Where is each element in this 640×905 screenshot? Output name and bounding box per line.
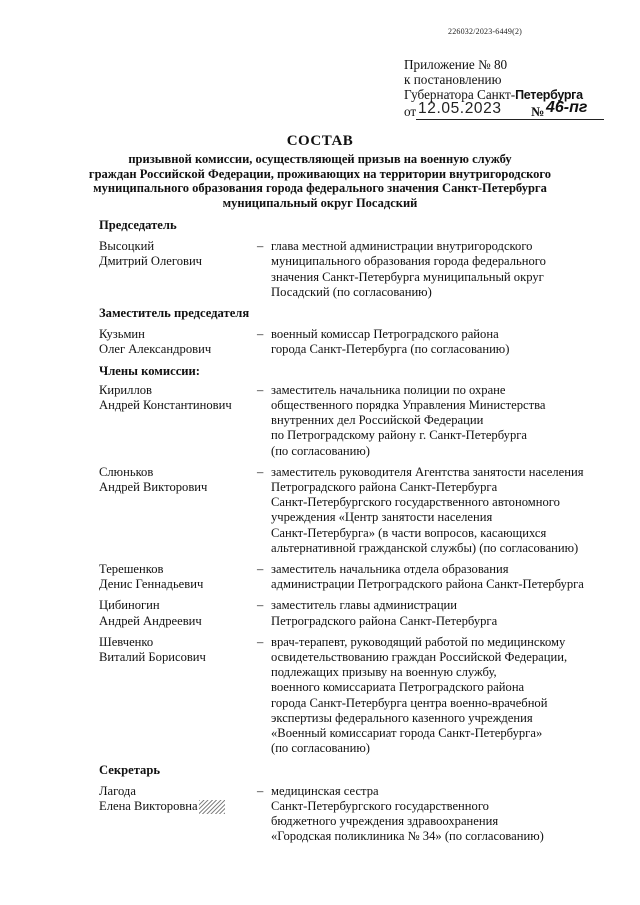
- appendix-line-1: Приложение № 80: [404, 57, 508, 72]
- member-position-line: (по согласованию): [271, 741, 371, 756]
- member-position-line: заместитель начальника отдела образования: [271, 562, 509, 577]
- member-given-names: Дмитрий Олегович: [99, 254, 203, 269]
- member-given-names: Олег Александрович: [99, 342, 212, 357]
- member-position-line: города Санкт-Петербурга (по согласованию): [271, 342, 510, 357]
- member-name: [99, 598, 257, 628]
- member-position-line: по Петроградскому району г. Санкт-Петербурга: [271, 428, 527, 443]
- role-heading-deputy: Заместитель председателя: [99, 306, 250, 321]
- member-position: [271, 562, 619, 592]
- member-dash: –: [257, 239, 264, 254]
- member-surname: Слюньков: [99, 464, 154, 479]
- member-row: [99, 598, 619, 628]
- member-row: [99, 327, 619, 357]
- member-row: [99, 465, 619, 556]
- member-position-line: Петроградского района Санкт-Петербурга: [271, 613, 498, 628]
- member-position-line: Петроградского района Санкт-Петербурга: [271, 480, 498, 495]
- member-position-line: Санкт-Петербургского государственного автономного: [271, 495, 560, 510]
- member-position: [271, 635, 619, 757]
- member-position-line: заместитель руководителя Агентства занятости населения: [271, 464, 584, 479]
- subtitle-line: граждан Российской Федерации, проживающих на территории внутригородского: [88, 166, 552, 181]
- member-dash: –: [257, 382, 264, 397]
- member-position-line: бюджетного учреждения здравоохранения: [271, 814, 499, 829]
- title-block: [60, 133, 580, 210]
- member-position: [271, 327, 619, 357]
- subtitle-line: муниципальный округ Посадский: [222, 195, 418, 210]
- member-position-line: экспертизы федерального казенного учреждения: [271, 710, 533, 725]
- member-position-line: медицинская сестра: [271, 783, 379, 798]
- member-given-names: Виталий Борисович: [99, 650, 206, 665]
- member-position-line: военного комиссариата Петроградского района: [271, 680, 525, 695]
- member-position-line: глава местной администрации внутригородского: [271, 239, 533, 254]
- member-position: [271, 465, 619, 556]
- member-surname: Терешенков: [99, 562, 164, 577]
- member-position-line: значения Санкт-Петербурга муниципальный округ: [271, 269, 544, 284]
- date-prefix: от: [404, 104, 417, 119]
- appendix-stamp-text: Петербурга: [515, 88, 583, 102]
- member-position-line: администрации Петроградского района Санкт-Петербурга: [271, 577, 584, 592]
- member-position-line: альтернативной гражданской службы) (по согласованию): [271, 540, 579, 555]
- member-dash: –: [257, 598, 264, 613]
- number-sign: №: [531, 104, 545, 119]
- role-heading-members: Члены комиссии:: [99, 363, 201, 378]
- member-surname: Высоцкий: [99, 239, 155, 254]
- appendix-line-2: к постановлению: [404, 72, 502, 87]
- member-row: [99, 784, 619, 845]
- signature-mark: [199, 800, 225, 814]
- member-position: [271, 239, 619, 300]
- member-position-line: врач-терапевт, руководящий работой по медицинскому: [271, 634, 566, 649]
- subtitle-line: призывной комиссии, осуществляющей призыв на военную службу: [128, 152, 512, 166]
- appendix-line-3-prefix: Губернатора Санкт-: [404, 87, 516, 102]
- member-name: [99, 465, 257, 556]
- member-given-names: Андрей Викторович: [99, 480, 208, 495]
- document-date: 12.05.2023: [418, 100, 502, 117]
- member-position-line: «Городская поликлиника № 34» (по согласованию): [271, 829, 544, 844]
- member-dash: –: [257, 327, 264, 342]
- member-surname: Цибиногин: [99, 598, 160, 613]
- member-position: [271, 598, 619, 628]
- member-position-line: подлежащих призыву на военную службу,: [271, 665, 497, 680]
- member-row: [99, 383, 619, 459]
- member-position: [271, 784, 619, 845]
- member-name: [99, 784, 257, 845]
- member-position-line: Посадский (по согласованию): [271, 284, 432, 299]
- member-surname: Кириллов: [99, 382, 152, 397]
- member-name: [99, 635, 257, 757]
- document-number: 46-пг: [546, 99, 588, 116]
- member-position-line: военный комиссар Петроградского района: [271, 327, 499, 342]
- member-surname: Лагода: [99, 783, 136, 798]
- member-row: [99, 239, 619, 300]
- member-position-line: освидетельствованию граждан Российской Федерации,: [271, 650, 568, 665]
- member-dash: –: [257, 464, 264, 479]
- document-title: СОСТАВ: [286, 133, 354, 149]
- date-underline: [416, 119, 604, 120]
- member-position-line: муниципального образования города федерального: [271, 254, 546, 269]
- member-position-line: учреждения «Центр занятости населения: [271, 510, 493, 525]
- commission-list: [99, 218, 619, 851]
- member-position-line: города Санкт-Петербурга центра военно-врачебной: [271, 695, 548, 710]
- member-position-line: (по согласованию): [271, 443, 371, 458]
- member-row: [99, 562, 619, 592]
- member-dash: –: [257, 783, 264, 798]
- member-dash: –: [257, 562, 264, 577]
- date-row: [404, 99, 604, 120]
- member-given-names: Денис Геннадьевич: [99, 577, 204, 592]
- member-position: [271, 383, 619, 459]
- member-surname: Кузьмин: [99, 327, 145, 342]
- member-position-line: Санкт-Петербургского государственного: [271, 798, 489, 813]
- subtitle-line: муниципального образования города федерального значения Санкт-Петербурга: [93, 181, 547, 195]
- role-heading-chair: Председатель: [99, 218, 177, 232]
- member-position-line: Санкт-Петербурга» (в части вопросов, касающихся: [271, 525, 547, 540]
- member-position-line: «Военный комиссариат города Санкт-Петербурга»: [271, 726, 543, 741]
- member-surname: Шевченко: [99, 634, 154, 649]
- member-given-names: Андрей Андреевич: [99, 613, 202, 628]
- member-given-names: Елена Викторовна: [99, 798, 198, 813]
- document-id: 226032/2023-6449(2): [448, 27, 523, 36]
- member-position-line: заместитель главы администрации: [271, 598, 458, 613]
- member-name: [99, 239, 257, 300]
- member-dash: –: [257, 634, 264, 649]
- member-name: [99, 562, 257, 592]
- member-name: [99, 383, 257, 459]
- appendix-block: [404, 57, 604, 120]
- role-heading-secretary: Секретарь: [99, 762, 160, 777]
- member-position-line: общественного порядка Управления Министерства: [271, 398, 546, 413]
- member-row: [99, 635, 619, 757]
- member-given-names: Андрей Константинович: [99, 398, 232, 413]
- member-name: [99, 327, 257, 357]
- member-position-line: внутренних дел Российской Федерации: [271, 413, 484, 428]
- member-position-line: заместитель начальника полиции по охране: [271, 382, 506, 397]
